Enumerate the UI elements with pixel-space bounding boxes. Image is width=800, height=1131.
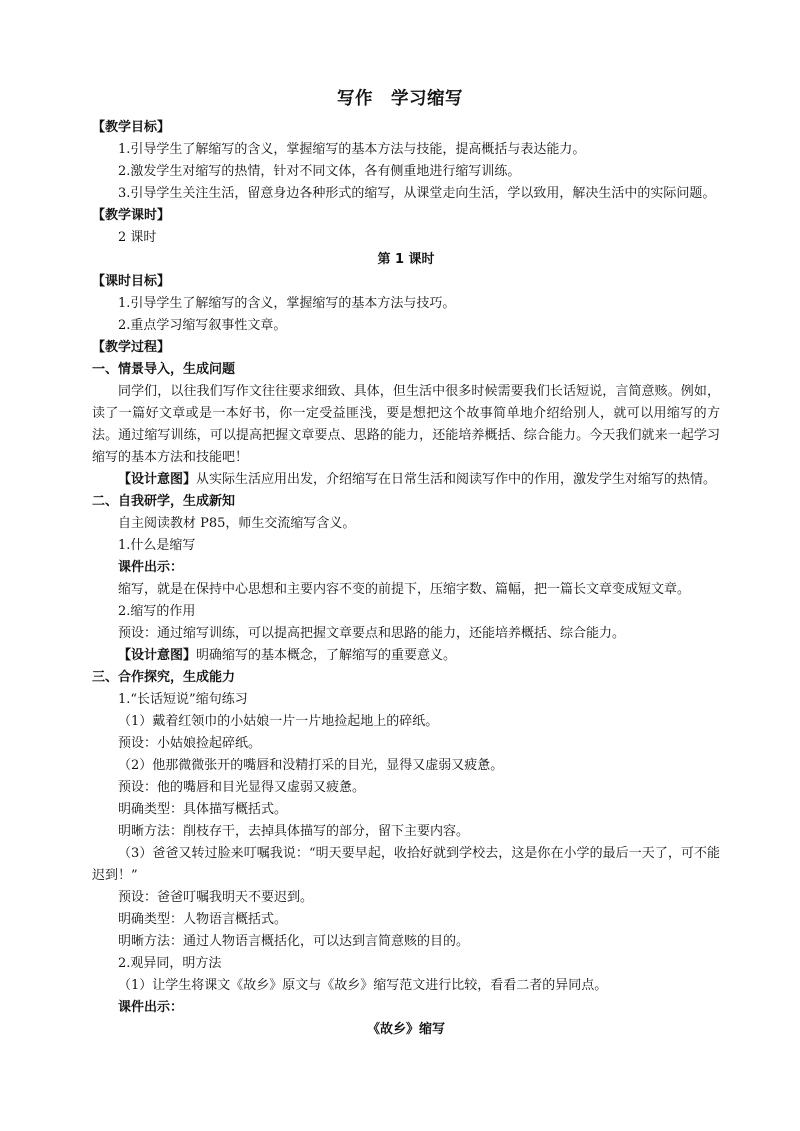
- document-body: [92, 117, 720, 1041]
- lesson-heading: 第 1 课时: [377, 252, 435, 267]
- preset-answer: 预设：小姑娘捡起碎纸。: [118, 736, 262, 751]
- heading-teaching-hours: 【教学课时】: [92, 208, 171, 223]
- type-note: 明确类型：具体描写概括式。: [118, 802, 288, 817]
- method-note: 明晰方法：削枝存干，去掉具体描写的部分，留下主要内容。: [118, 824, 470, 839]
- preset-answer: 预设：他的嘴唇和目光显得又虚弱又疲惫。: [118, 780, 366, 795]
- page-title: 写作 学习缩写: [337, 89, 463, 109]
- lesson-goal-item: 2.重点学习缩写叙事性文章。: [118, 318, 287, 333]
- preset-answer: 预设：爸爸叮嘱我明天不要迟到。: [118, 890, 314, 905]
- design-intent-label: 【设计意图】: [118, 648, 197, 663]
- section-heading: 三、合作探究，生成能力: [92, 670, 236, 685]
- comparison-task: （1）让学生将课文《故乡》原文与《故乡》缩写范文进行比较，看看二者的异同点。: [118, 978, 608, 993]
- definition-paragraph: 缩写，就是在保持中心思想和主要内容不变的前提下，压缩字数、篇幅，把一篇长文章变成短文章。: [118, 582, 691, 597]
- lesson-goal-item: 1.引导学生了解缩写的含义，掌握缩写的基本方法与技巧。: [118, 296, 456, 311]
- goal-item: 1.引导学生了解缩写的含义，掌握缩写的基本方法与技能，提高概括与表达能力。: [118, 142, 586, 157]
- exercise-heading: 1.“长话短说”缩句练习: [118, 692, 248, 707]
- design-intent-text: 明确缩写的基本概念，了解缩写的重要意义。: [196, 648, 457, 663]
- exercise-sentence: （2）他那微微张开的嘴唇和没精打采的目光，显得又虚弱又疲惫。: [118, 758, 504, 773]
- exercise-heading: 2.观异同，明方法: [118, 956, 222, 971]
- heading-teaching-process: 【教学过程】: [92, 340, 171, 355]
- heading-lesson-goals: 【课时目标】: [92, 274, 171, 289]
- exercise-sentence: （1）戴着红领巾的小姑娘一片一片地捡起地上的碎纸。: [118, 714, 439, 729]
- courseware-label: 课件出示：: [118, 1000, 184, 1015]
- exercise-sentence: （3）爸爸又转过脸来叮嘱我说：“明天要早起，收拾好就到学校去，这是你在小学的最后一天了，可不能迟到！”: [92, 846, 720, 883]
- design-intent: [92, 469, 720, 491]
- subsection-title: 《故乡》缩写: [366, 1022, 445, 1037]
- question-item: 1.什么是缩写: [118, 538, 196, 553]
- method-note: 明晰方法：通过人物语言概括化，可以达到言简意赅的目的。: [118, 934, 470, 949]
- courseware-label: 课件出示：: [118, 560, 184, 575]
- question-item: 2.缩写的作用: [118, 604, 196, 619]
- heading-teaching-goals: 【教学目标】: [92, 120, 171, 135]
- section-heading: 一、情景导入，生成问题: [92, 362, 236, 377]
- design-intent-text: 从实际生活应用出发，介绍缩写在日常生活和阅读写作中的作用，激发学生对缩写的热情。: [196, 472, 717, 487]
- goal-item: 3.引导学生关注生活，留意身边各种形式的缩写，从课堂走向生活，学以致用，解决生活中的实际问题。: [118, 186, 716, 201]
- goal-item: 2.激发学生对缩写的热情，针对不同文体，各有侧重地进行缩写训练。: [118, 164, 521, 179]
- hours-value: 2 课时: [118, 230, 157, 245]
- intro-paragraph: 同学们，以往我们写作文往往要求细致、具体，但生活中很多时候需要我们长话短说，言简意赅。例如，读了一篇好文章或是一本好书，你一定受益匪浅，要是想把这个故事简单地介绍给别人，就可以用缩写的方法。通过缩写训练，可以提高把握文章要点、思路的能力，还能培养概括、综合能力。今天我们就来一起学习缩写的基本方法和技能吧！: [92, 384, 720, 465]
- section-heading: 二、自我研学，生成新知: [92, 494, 236, 509]
- preset-answer: 预设：通过缩写训练，可以提高把握文章要点和思路的能力，还能培养概括、综合能力。: [118, 626, 626, 641]
- paragraph: 自主阅读教材 P85，师生交流缩写含义。: [118, 516, 356, 531]
- design-intent: [92, 645, 720, 667]
- design-intent-label: 【设计意图】: [118, 472, 197, 487]
- type-note: 明确类型：人物语言概括式。: [118, 912, 288, 927]
